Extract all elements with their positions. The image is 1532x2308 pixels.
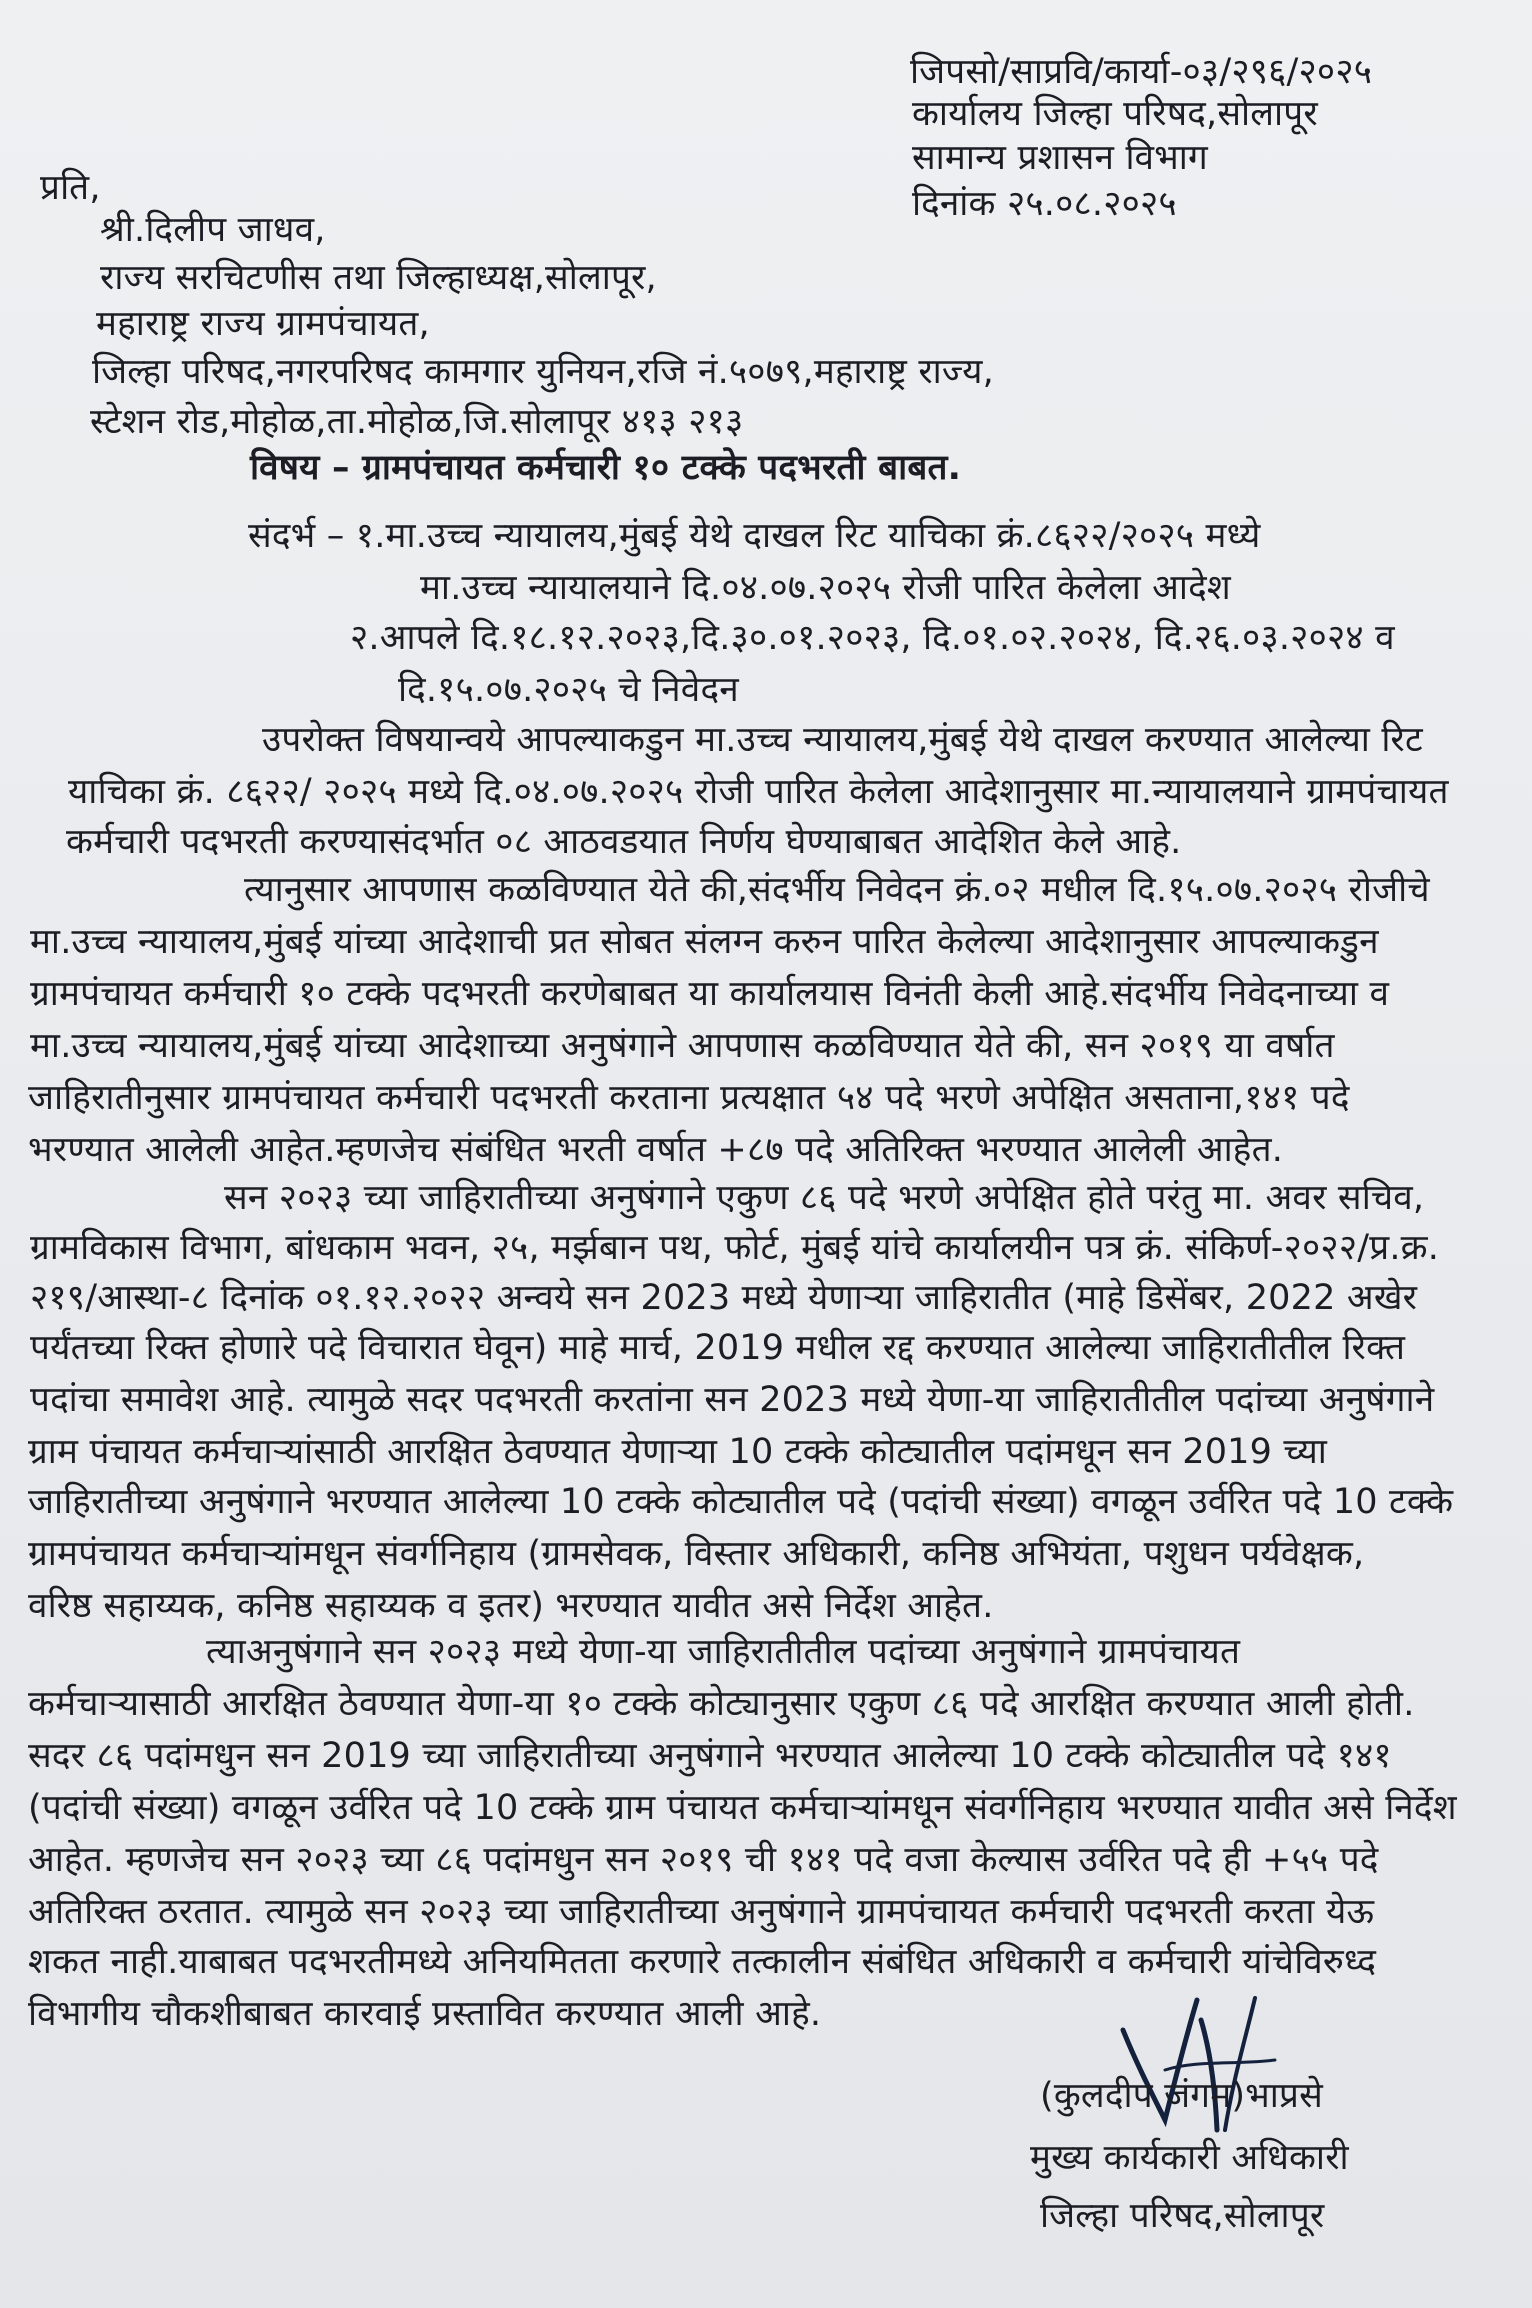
recipient-line: जिल्हा परिषद,नगरपरिषद कामगार युनियन,रजि नं.५०७९,महाराष्ट्र राज्य,: [92, 352, 994, 392]
recipient-line: महाराष्ट्र राज्य ग्रामपंचायत,: [96, 304, 430, 344]
body-line: मा.उच्च न्यायालय,मुंबई यांच्या आदेशाची प्रत सोबत संलग्न करुन पारित केलेल्या आदेशानुसार आपल्याकडुन: [30, 922, 1379, 962]
body-line: पर्यंतच्या रिक्त होणारे पदे विचारात घेवून) माहे मार्च, 2019 मधील रद्द करण्यात आलेल्या जाहिरातीतील रिक्त: [30, 1328, 1406, 1368]
office-name: कार्यालय जिल्हा परिषद,सोलापूर: [912, 94, 1318, 134]
body-line: त्याअनुषंगाने सन २०२३ मध्ये येणा-या जाहिरातीतील पदांच्या अनुषंगाने ग्रामपंचायत: [206, 1632, 1241, 1672]
body-line: जाहिरातीच्या अनुषंगाने भरण्यात आलेल्या 10 टक्के कोट्यातील पदे (पदांची संख्या) वगळून उर्वरित पदे 10 टक्के: [28, 1482, 1454, 1522]
letter-date: दिनांक २५.०८.२०२५: [912, 184, 1177, 224]
reference-line: २.आपले दि.१८.१२.२०२३,दि.३०.०१.२०२३, दि.०१.०२.२०२४, दि.२६.०३.२०२४ व: [350, 618, 1395, 658]
body-line: सन २०२३ च्या जाहिरातीच्या अनुषंगाने एकुण ८६ पदे भरणे अपेक्षित होते परंतु मा. अवर सचिव,: [224, 1178, 1425, 1218]
reference-line: संदर्भ – १.मा.उच्च न्यायालय,मुंबई येथे दाखल रिट याचिका क्रं.८६२२/२०२५ मध्ये: [248, 516, 1261, 556]
recipient-line: राज्य सरचिटणीस तथा जिल्हाध्यक्ष,सोलापूर,: [100, 258, 657, 298]
body-line: ग्रामपंचायत कर्मचाऱ्यांमधून संवर्गनिहाय (ग्रामसेवक, विस्तार अधिकारी, कनिष्ठ अभियंता, पशुधन पर्यवेक्षक,: [28, 1534, 1365, 1574]
body-line: कर्मचाऱ्यासाठी आरक्षित ठेवण्यात येणा-या १० टक्के कोट्यानुसार एकुण ८६ पदे आरक्षित करण्यात आली होती.: [28, 1684, 1415, 1724]
body-line: ग्रामपंचायत कर्मचारी १० टक्के पदभरती करणेबाबत या कार्यालयास विनंती केली आहे.संदर्भीय निवेदनाच्या व: [30, 974, 1390, 1014]
body-line: उपरोक्त विषयान्वये आपल्याकडुन मा.उच्च न्यायालय,मुंबई येथे दाखल करण्यात आलेल्या रिट: [262, 720, 1423, 760]
department-name: सामान्य प्रशासन विभाग: [912, 138, 1208, 178]
reference-line: मा.उच्च न्यायालयाने दि.०४.०७.२०२५ रोजी पारित केलेला आदेश: [420, 568, 1231, 608]
body-line: मा.उच्च न्यायालय,मुंबई यांच्या आदेशाच्या अनुषंगाने आपणास कळविण्यात येते की, सन २०१९ या वर्षात: [30, 1026, 1335, 1066]
signatory-office: जिल्हा परिषद,सोलापूर: [1040, 2196, 1325, 2236]
body-line: आहेत. म्हणजेच सन २०२३ च्या ८६ पदांमधुन सन २०१९ ची १४१ पदे वजा केल्यास उर्वरित पदे ही +५५ पदे: [28, 1840, 1379, 1880]
body-line: पदांचा समावेश आहे. त्यामुळे सदर पदभरती करतांना सन 2023 मध्ये येणा-या जाहिरातीतील पदांच्या अनुषंगाने: [30, 1380, 1435, 1420]
body-line: अतिरिक्त ठरतात. त्यामुळे सन २०२३ च्या जाहिरातीच्या अनुषंगाने ग्रामपंचायत कर्मचारी पदभरती करता येऊ: [28, 1892, 1375, 1932]
body-line: त्यानुसार आपणास कळविण्यात येते की,संदर्भीय निवेदन क्रं.०२ मधील दि.१५.०७.२०२५ रोजीचे: [244, 870, 1430, 910]
recipient-line: स्टेशन रोड,मोहोळ,ता.मोहोळ,जि.सोलापूर ४१३ २१३: [90, 402, 744, 442]
body-line: ग्रामविकास विभाग, बांधकाम भवन, २५, मर्झबान पथ, फोर्ट, मुंबई यांचे कार्यालयीन पत्र क्रं. संकिर्ण-२०२२/प्र.क्र.: [30, 1228, 1440, 1268]
body-line: भरण्यात आलेली आहेत.म्हणजेच संबंधित भरती वर्षात +८७ पदे अतिरिक्त भरण्यात आलेली आहेत.: [28, 1130, 1284, 1170]
body-line: २१९/आस्था-८ दिनांक ०१.१२.२०२२ अन्वये सन 2023 मध्ये येणाऱ्या जाहिरातीत (माहे डिसेंबर, 2022 अखेर: [30, 1278, 1418, 1318]
signatory-name: (कुलदीप जंगम)भाप्रसे: [1040, 2076, 1324, 2116]
body-line: वरिष्ठ सहाय्यक, कनिष्ठ सहाय्यक व इतर) भरण्यात यावीत असे निर्देश आहेत.: [28, 1586, 994, 1626]
signatory-designation: मुख्य कार्यकारी अधिकारी: [1030, 2138, 1349, 2178]
body-line: विभागीय चौकशीबाबत कारवाई प्रस्तावित करण्यात आली आहे.: [28, 1994, 822, 2034]
subject-line: विषय – ग्रामपंचायत कर्मचारी १० टक्के पदभरती बाबत.: [250, 448, 962, 488]
body-line: (पदांची संख्या) वगळून उर्वरित पदे 10 टक्के ग्राम पंचायत कर्मचाऱ्यांमधून संवर्गनिहाय भरण्यात यावीत असे निर्देश: [28, 1788, 1457, 1828]
recipient-name: श्री.दिलीप जाधव,: [100, 210, 326, 250]
body-line: ग्राम पंचायत कर्मचाऱ्यांसाठी आरक्षित ठेवण्यात येणाऱ्या 10 टक्के कोट्यातील पदांमधून सन 2019 च्या: [28, 1432, 1328, 1472]
body-line: जाहिरातीनुसार ग्रामपंचायत कर्मचारी पदभरती करताना प्रत्यक्षात ५४ पदे भरणे अपेक्षित असताना,१४१ पदे: [28, 1078, 1350, 1118]
prati-label: प्रति,: [40, 168, 101, 208]
body-line: सदर ८६ पदांमधुन सन 2019 च्या जाहिरातीच्या अनुषंगाने भरण्यात आलेल्या 10 टक्के कोट्यातील पदे १४१: [28, 1736, 1392, 1776]
body-line: शकत नाही.याबाबत पदभरतीमध्ये अनियमितता करणारे तत्कालीन संबंधित अधिकारी व कर्मचारी यांचेविरुध्द: [28, 1942, 1377, 1982]
reference-line: दि.१५.०७.२०२५ चे निवेदन: [398, 670, 739, 710]
body-line: याचिका क्रं. ८६२२/ २०२५ मध्ये दि.०४.०७.२०२५ रोजी पारित केलेला आदेशानुसार मा.न्यायालयाने ग्रामपंचायत: [68, 772, 1449, 812]
reference-number: जिपसो/साप्रवि/कार्या-०३/२९६/२०२५: [910, 52, 1373, 92]
body-line: कर्मचारी पदभरती करण्यासंदर्भात ०८ आठवडयात निर्णय घेण्याबाबत आदेशित केले आहे.: [66, 822, 1182, 862]
